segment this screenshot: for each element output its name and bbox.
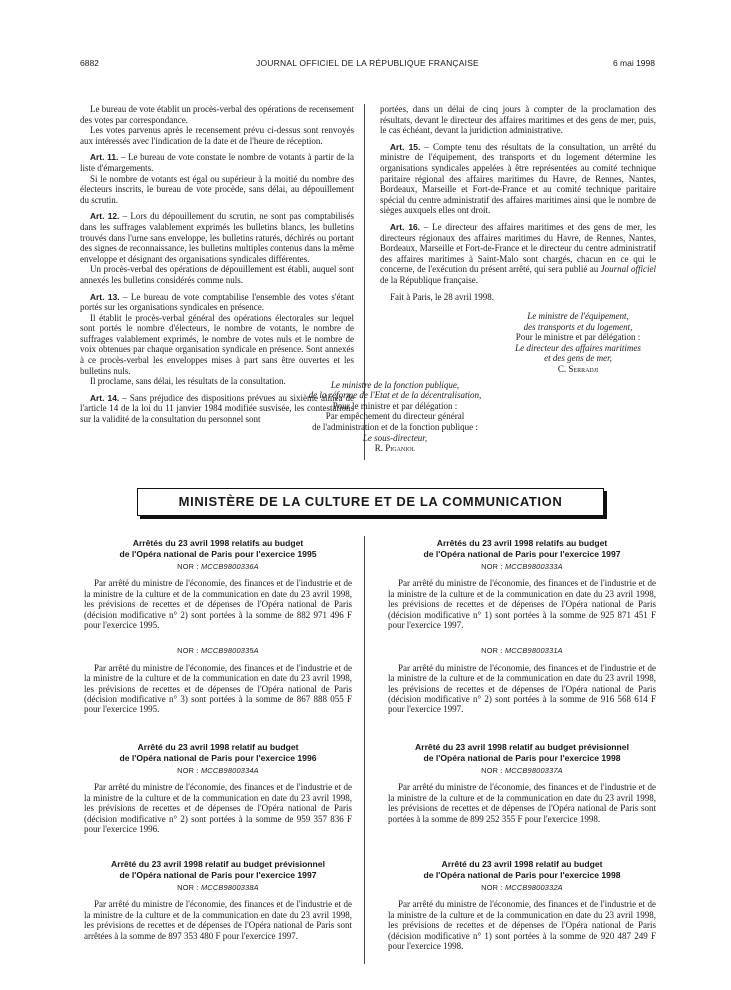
decree-text: Par arrêté du ministre de l'économie, des finances et de l'industrie et de la ministre de la culture et de la communication en date du 23 avril 1998, les prévisions de recettes et de dépenses de l'Opéra national de Paris (décision modificative n° 1) sont portées à la somme de 920 487 249 F pour l'exercice 1998. bbox=[388, 899, 656, 952]
decree-text: Par arrêté du ministre de l'économie, des finances et de l'industrie et de la ministre de la culture et de la communication en date du 23 avril 1998, les prévisions de recettes et de dépenses de l'Opéra national de Paris (décision modificative n° 2) sont portées à la somme de 959 357 836 F pour l'exercice 1996. bbox=[84, 782, 352, 835]
article-14: Art. 14. – Sans préjudice des dispositions prévues au sixième alinéa de l'article 14 de la loi du 11 janvier 1984 modifiée susvisée, les contestations sur la validité de la consultation du personnel sont bbox=[80, 392, 354, 425]
article-label: Art. 15. bbox=[390, 141, 421, 152]
signatory-name: R. Piganiol bbox=[374, 443, 416, 454]
nor-code: NOR : MCCB9800336A bbox=[177, 562, 259, 571]
article-label: Art. 16. bbox=[390, 221, 420, 232]
decree-title: Arrêté du 23 avril 1998 relatif au budget prévisionnel de l'Opéra national de Paris pour l'exercice 1997 bbox=[111, 859, 325, 880]
article-label: Art. 13. bbox=[90, 291, 120, 302]
ministry-heading: MINISTÈRE DE LA CULTURE ET DE LA COMMUNICATION bbox=[137, 488, 604, 516]
nor-code: NOR : MCCB9800331A bbox=[481, 646, 563, 656]
nor-code: NOR : MCCB9800332A bbox=[481, 883, 563, 892]
article-15: Art. 15. – Compte tenu des résultats de la consultation, un arrêté du ministre de l'équipement, des transports et du logement détermine les organisations syndicales appelées à être représentées au comité technique paritaire régional des affaires maritimes du Havre, de Rennes, Nantes, Bordeaux, Marseille et Fort-de-France et au comité technique paritaire spécial du centre administratif des affaires maritimes ainsi que le nombre de sièges auxquels elles ont droit. bbox=[380, 141, 656, 216]
article-13: Art. 13. – Le bureau de vote comptabilise l'ensemble des votes s'étant portés sur les organisations syndicales en présence. bbox=[80, 291, 354, 313]
paragraph: Si le nombre de votants est égal ou supérieur à la moitié du nombre des électeurs inscrits, le bureau de vote procède, sans délai, au dépouillement du scrutin. bbox=[80, 173, 354, 205]
decree-title: Arrêté du 23 avril 1998 relatif au budget prévisionnel de l'Opéra national de Paris pour l'exercice 1998 bbox=[415, 742, 629, 763]
article-label: Art. 12. bbox=[90, 211, 120, 222]
signature-block-2: Le ministre de la fonction publique, de la réforme de l'Etat et de la décentralisation, Pour le ministre et par délégation : Par empêchement du directeur général de l'administration et de la fonction publique : Le sous-directeur, R. Piganiol bbox=[270, 380, 520, 454]
signature-date: Fait à Paris, le 28 avril 1998. bbox=[390, 291, 494, 302]
decree-section-1997-prev bbox=[84, 859, 352, 941]
page-header bbox=[80, 58, 655, 70]
decree-section-1998-prev bbox=[388, 742, 656, 824]
nor-code: NOR : MCCB9800337A bbox=[481, 766, 563, 775]
paragraph: Il proclame, sans délai, les résultats de la consultation. bbox=[90, 376, 286, 387]
decree-section-1997 bbox=[388, 538, 656, 715]
paragraph: Les votes parvenus après le recensement prévu ci-dessus sont renvoyés aux intéressés avec l'indication de la date et de l'heure de réception. bbox=[80, 125, 354, 146]
decree-text: Par arrêté du ministre de l'économie, des finances et de l'industrie et de la ministre de la culture et de la communication en date du 23 avril 1998, les prévisions de recettes et de dépenses de l'Opéra national de Paris (décision modificative n° 3) sont portées à la somme de 867 888 055 F pour l'exercice 1995. bbox=[84, 662, 352, 715]
nor-code: NOR : MCCB9800333A bbox=[481, 562, 563, 571]
decree-text: Par arrêté du ministre de l'économie, des finances et de l'industrie et de la ministre de la culture et de la communication en date du 23 avril 1998, les prévisions de recettes et de dépenses de l'Opéra national de Paris (décision modificative n° 2) sont portées à la somme de 882 971 496 F pour l'exercice 1995. bbox=[84, 578, 352, 631]
column-divider bbox=[364, 536, 365, 964]
article-16: Art. 16. – Le directeur des affaires maritimes et des gens de mer, les directeurs régionaux des affaires maritimes du Havre, de Rennes, Nantes, Bordeaux, Marseille et Fort-de-France et le directeur du centre administratif des affaires maritimes à Saint-Malo sont chargés, chacun en ce qui le concerne, de l'exécution du présent arrêté, qui sera publié au Journal officiel de la République française. bbox=[380, 221, 656, 285]
paragraph: Un procès-verbal des opérations de dépouillement est établi, auquel sont annexés les bulletins considérés comme nuls. bbox=[80, 264, 354, 285]
decree-title: Arrêté du 23 avril 1998 relatif au budget de l'Opéra national de Paris pour l'exercice 1996 bbox=[119, 742, 317, 763]
paragraph: Le bureau de vote établit un procès-verbal des opérations de recensement des votes par correspondance. bbox=[80, 104, 354, 125]
decree-section-1998 bbox=[388, 859, 656, 951]
journal-title: JOURNAL OFFICIEL DE LA RÉPUBLIQUE FRANÇAISE bbox=[256, 58, 479, 68]
left-column bbox=[80, 104, 354, 425]
decree-text: Par arrêté du ministre de l'économie, des finances et de l'industrie et de la ministre de la culture et de la communication en date du 23 avril 1998, les prévisions de recettes et de dépenses de l'Opéra national de Paris sont arrêtées à la somme de 897 353 480 F pour l'exercice 1997. bbox=[84, 899, 352, 941]
paragraph: Il établit le procès-verbal général des opérations électorales sur lequel sont portés le nombre d'électeurs, le nombre de votants, le nombre de suffrages valablement exprimés, le nombre de votes nuls et le nombre de voix obtenues par chaque organisation syndicale en présence. Sont annexés à ce procès-verbal les enveloppes mises à part sans être ouvertes et les bulletins nuls. bbox=[80, 312, 354, 376]
signature-block-1: Le ministre de l'équipement, des transports et du logement, Pour le ministre et par délégation : Le directeur des affaires maritimes et des gens de mer, C. Serradji bbox=[500, 311, 656, 375]
article-label: Art. 11. bbox=[90, 152, 119, 163]
decree-title: Arrêtés du 23 avril 1998 relatifs au budget de l'Opéra national de Paris pour l'exercice 1995 bbox=[119, 538, 317, 559]
decree-title: Arrêtés du 23 avril 1998 relatifs au budget de l'Opéra national de Paris pour l'exercice 1997 bbox=[423, 538, 621, 559]
issue-date: 6 mai 1998 bbox=[612, 58, 655, 68]
decree-text: Par arrêté du ministre de l'économie, des finances et de l'industrie et de la ministre de la culture et de la communication en date du 23 avril 1998, les prévisions de recettes et de dépenses de l'Opéra national de Paris sont portées à la somme de 899 252 355 F pour l'exercice 1998. bbox=[388, 782, 656, 824]
decree-title: Arrêté du 23 avril 1998 relatif au budget de l'Opéra national de Paris pour l'exercice 1998 bbox=[423, 859, 621, 880]
paragraph: portées, dans un délai de cinq jours à compter de la proclamation des résultats, devant le directeur des affaires maritimes et des gens de mer, puis, le cas échéant, devant la juridiction administrative. bbox=[380, 104, 656, 136]
decree-section-1996 bbox=[84, 742, 352, 834]
signatory-name: C. Serradji bbox=[557, 364, 599, 375]
article-label: Art. 14. bbox=[90, 392, 120, 403]
nor-code: NOR : MCCB9800335A bbox=[177, 646, 259, 656]
decree-text: Par arrêté du ministre de l'économie, des finances et de l'industrie et de la ministre de la culture et de la communication en date du 23 avril 1998, les prévisions de recettes et de dépenses de l'Opéra national de Paris (décision modificative n° 1) sont portées à la somme de 925 871 451 F pour l'exercice 1997. bbox=[388, 578, 656, 631]
decree-section-1995 bbox=[84, 538, 352, 715]
page-number: 6882 bbox=[80, 58, 99, 68]
article-12: Art. 12. – Lors du dépouillement du scrutin, ne sont pas comptabilisés dans les suffrages valablement exprimés les bulletins blancs, les bulletins trouvés dans l'urne sans enveloppe, les bulletins raturés, déchirés ou portant des signes de reconnaissance, les bulletins multiples contenus dans la même enveloppe et désignant des organisations syndicales différentes. bbox=[80, 211, 354, 264]
nor-code: NOR : MCCB9800334A bbox=[177, 766, 259, 775]
right-column bbox=[308, 104, 656, 454]
article-11: Art. 11. – Le bureau de vote constate le nombre de votants à partir de la liste d'émargements. bbox=[80, 152, 354, 173]
nor-code: NOR : MCCB9800338A bbox=[177, 883, 259, 892]
decree-text: Par arrêté du ministre de l'économie, des finances et de l'industrie et de la ministre de la culture et de la communication en date du 23 avril 1998, les prévisions de recettes et de dépenses de l'Opéra national de Paris (décision modificative n° 2) sont portées à la somme de 916 568 614 F pour l'exercice 1997. bbox=[388, 662, 656, 715]
